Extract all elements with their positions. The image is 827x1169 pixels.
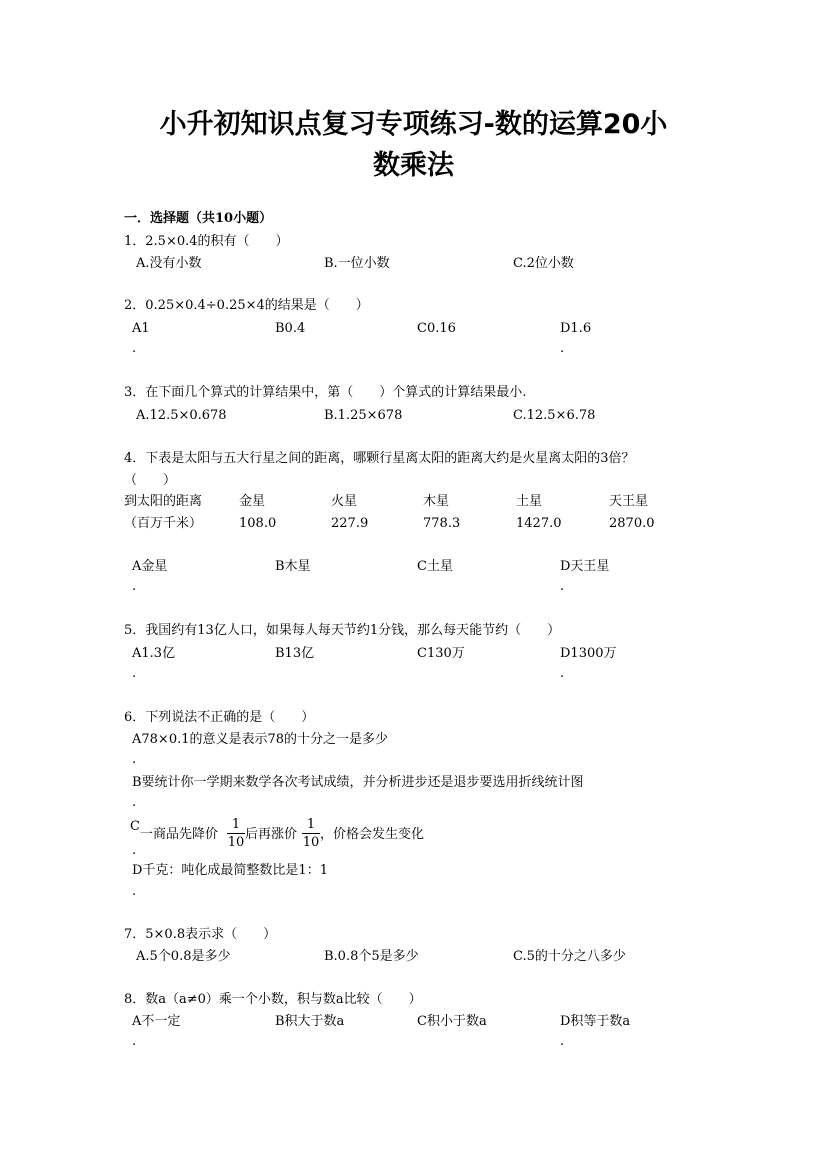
q4-dot-a: .	[132, 579, 137, 594]
q6-fraction-2-denominator: 10	[302, 835, 320, 850]
q7-stem: 7．5×0.8表示求（ ）	[124, 927, 277, 942]
q5-option-b: B13亿	[275, 646, 315, 661]
page-title-line-1: 小升初知识点复习专项练习-数的运算20小	[159, 109, 668, 140]
q4-stem-paren: （ ）	[124, 473, 177, 488]
q4-value-jupiter: 778.3	[423, 516, 461, 531]
q4-value-saturn: 1427.0	[516, 516, 562, 531]
q3-stem: 3．在下面几个算式的计算结果中，第（ ）个算式的计算结果最小.	[124, 385, 527, 400]
q4-planet-uranus: 天王星	[609, 494, 649, 509]
q4-option-d: D天王星	[560, 559, 610, 574]
page-title-line-2: 数乘法	[373, 150, 454, 181]
q6-option-c-part1: 一商品先降价	[140, 827, 219, 842]
q5-dot-a: .	[132, 666, 137, 681]
q8-dot-d: .	[560, 1034, 565, 1049]
q2-option-b: B0.4	[275, 321, 306, 336]
q4-planet-venus: 金星	[239, 494, 266, 509]
q6-dot-d: .	[132, 884, 137, 899]
q6-fraction-2-numerator: 1	[302, 818, 320, 834]
q6-dot-c: .	[132, 843, 137, 858]
q2-stem: 2．0.25×0.4÷0.25×4的结果是（ ）	[124, 298, 369, 313]
q2-option-c: C0.16	[417, 321, 456, 336]
q8-dot-a: .	[132, 1034, 137, 1049]
q4-planet-jupiter: 木星	[423, 494, 450, 509]
q4-table-header-1: 到太阳的距离	[124, 494, 203, 509]
q8-option-c: C积小于数a	[417, 1014, 487, 1029]
q4-table-header-2: （百万千米）	[124, 516, 203, 531]
q4-planet-saturn: 土星	[516, 494, 543, 509]
q4-value-venus: 108.0	[239, 516, 277, 531]
q7-option-b: B.0.8个5是多少	[324, 949, 419, 964]
q1-stem: 1．2.5×0.4的积有（ ）	[124, 234, 289, 249]
q6-fraction-1	[227, 818, 245, 849]
q6-fraction-2	[302, 818, 320, 849]
q4-dot-d: .	[560, 579, 565, 594]
q6-option-c-part2: 后再涨价	[245, 827, 298, 842]
q5-option-c: C130万	[417, 646, 465, 661]
q4-stem: 4．下表是太阳与五大行星之间的距离，哪颗行星离太阳的距离大约是火星离太阳的3倍？	[124, 451, 635, 466]
q1-option-a: A.没有小数	[136, 256, 202, 271]
q2-dot-a: .	[132, 341, 137, 356]
q8-option-a: A不一定	[132, 1014, 181, 1029]
q4-value-uranus: 2870.0	[609, 516, 655, 531]
q7-option-a: A.5个0.8是多少	[136, 949, 231, 964]
q2-dot-d: .	[560, 341, 565, 356]
q5-stem: 5．我国约有13亿人口，如果每人每天节约1分钱，那么每天能节约（ ）	[124, 623, 561, 638]
q6-fraction-1-numerator: 1	[227, 818, 245, 834]
q6-dot-b: .	[132, 795, 137, 810]
q6-stem: 6．下列说法不正确的是（ ）	[124, 710, 315, 725]
q1-option-c: C.2位小数	[513, 256, 574, 271]
q6-option-a: A78×0.1的意义是表示78的十分之一是多少	[132, 732, 389, 747]
q2-option-d: D1.6	[560, 321, 592, 336]
q6-option-c-part3: ，价格会发生变化	[320, 827, 425, 842]
q6-fraction-1-denominator: 10	[227, 835, 245, 850]
q7-option-c: C.5的十分之八多少	[513, 949, 626, 964]
q5-dot-d: .	[560, 666, 565, 681]
q4-value-mars: 227.9	[331, 516, 369, 531]
q3-option-c: C.12.5×6.78	[513, 408, 596, 423]
q4-option-c: C土星	[417, 559, 453, 574]
q1-option-b: B.一位小数	[324, 256, 390, 271]
q6-option-c-letter: C	[130, 819, 140, 834]
q6-dot-a: .	[132, 752, 137, 767]
q4-planet-mars: 火星	[331, 494, 358, 509]
q6-option-b: B要统计你一学期来数学各次考试成绩，并分析进步还是退步要选用折线统计图	[132, 775, 584, 790]
q6-option-d: D千克：吨化成最简整数比是1：1	[132, 863, 328, 878]
q8-stem: 8．数a（a≠0）乘一个小数，积与数a比较（ ）	[124, 992, 422, 1007]
q8-option-d: D积等于数a	[560, 1014, 631, 1029]
q3-option-a: A.12.5×0.678	[136, 408, 227, 423]
q3-option-b: B.1.25×678	[324, 408, 403, 423]
section-heading: 一．选择题（共10小题）	[124, 211, 273, 226]
q8-option-b: B积大于数a	[275, 1014, 345, 1029]
q5-option-a: A1.3亿	[132, 646, 176, 661]
q4-option-b: B木星	[275, 559, 311, 574]
q2-option-a: A1	[132, 321, 150, 336]
q5-option-d: D1300万	[560, 646, 617, 661]
q4-option-a: A金星	[132, 559, 168, 574]
